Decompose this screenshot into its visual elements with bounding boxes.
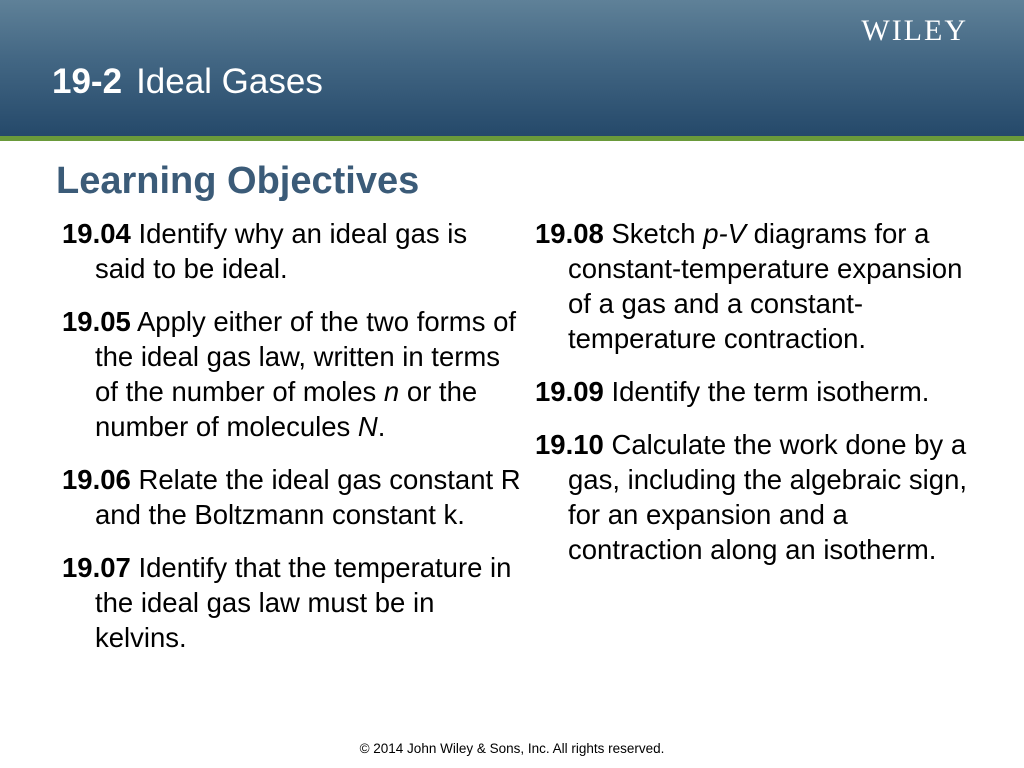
objective-text: Identify the term isotherm. — [603, 376, 930, 407]
objective-text: or the number of molecules — [95, 376, 478, 442]
copyright-footer: © 2014 John Wiley & Sons, Inc. All rights reserved. — [359, 741, 665, 756]
slide-title — [52, 62, 323, 102]
objective-19-04 — [62, 216, 524, 286]
section-title: Ideal Gases — [136, 62, 323, 101]
wiley-logo: WILEY — [861, 14, 968, 47]
header-divider — [0, 136, 1024, 141]
objective-text: Calculate the work done by a gas, including the algebraic sign, for an expansion and a contraction along an isotherm. — [568, 429, 968, 565]
objective-code: 19.06 — [62, 464, 131, 495]
variable-p-v: p-V — [703, 218, 746, 249]
objective-19-06 — [62, 462, 524, 532]
section-number: 19-2 — [52, 62, 123, 101]
objective-code: 19.09 — [535, 376, 604, 407]
objectives-right-column — [535, 216, 975, 585]
objective-code: 19.04 — [62, 218, 131, 249]
objective-code: 19.08 — [535, 218, 604, 249]
objective-19-08 — [535, 216, 975, 356]
variable-n: n — [383, 376, 400, 407]
objective-text: Apply either of the two forms of the ideal gas law, written in terms of the number of moles — [95, 306, 517, 407]
objectives-left-column — [62, 216, 524, 673]
objective-text: Sketch — [603, 218, 704, 249]
objective-code: 19.05 — [62, 306, 131, 337]
objective-19-09 — [535, 374, 975, 409]
objective-text: Relate the ideal gas constant R and the Boltzmann constant k. — [95, 464, 521, 530]
slide-header — [0, 0, 1024, 136]
objective-code: 19.07 — [62, 552, 131, 583]
objective-text: Identify why an ideal gas is said to be ideal. — [95, 218, 468, 284]
learning-objectives-heading: Learning Objectives — [56, 160, 420, 202]
objective-text: diagrams for a constant-temperature expansion of a gas and a constant-temperature contraction. — [568, 218, 963, 354]
objective-19-07 — [62, 550, 524, 655]
objective-text: . — [377, 411, 386, 442]
objective-code: 19.10 — [535, 429, 604, 460]
objective-19-10 — [535, 427, 975, 567]
objective-text: Identify that the temperature in the ideal gas law must be in kelvins. — [95, 552, 512, 653]
objective-19-05 — [62, 304, 524, 444]
variable-N: N — [357, 411, 378, 442]
